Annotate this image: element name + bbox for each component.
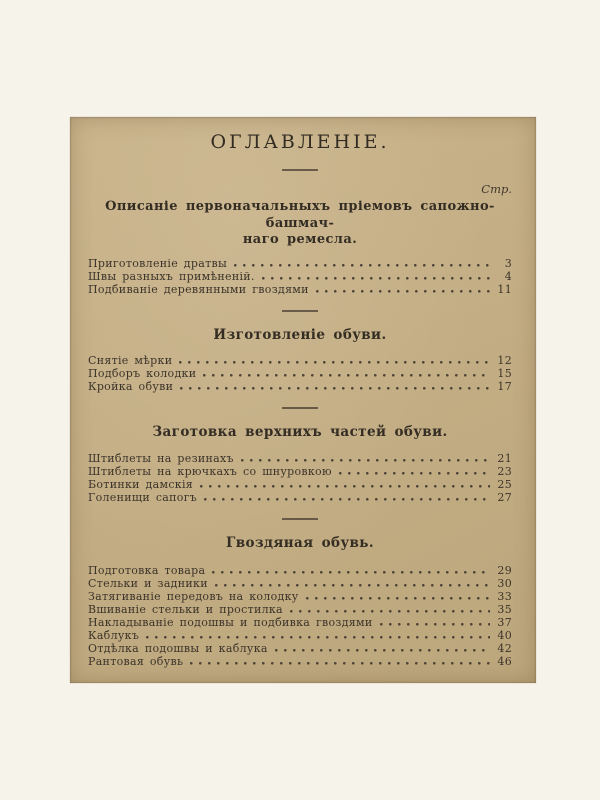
dot-leader: [262, 277, 490, 280]
toc-entry: [88, 603, 512, 616]
dot-leader: [190, 662, 490, 665]
entry-page-number: 21: [497, 451, 512, 465]
section-heading: Заготовка верхнихъ частей обуви.: [152, 424, 448, 440]
toc-entries: [88, 452, 512, 504]
entry-label: Подборъ колодки: [88, 367, 197, 380]
dot-leader: [275, 649, 490, 652]
section-heading: [88, 199, 512, 249]
entry-page-number: 33: [497, 590, 512, 603]
toc-entry: [88, 577, 512, 590]
entry-label: Стельки и задники: [88, 577, 208, 590]
section-divider: [282, 518, 318, 520]
dot-leader: [203, 374, 490, 377]
toc-entry: [88, 367, 512, 380]
toc-entry: [88, 491, 512, 504]
section-heading: Изготовленіе обуви.: [213, 326, 387, 343]
entry-page-number: 17: [497, 380, 512, 393]
section-heading-line: Описаніе первоначальныхъ пріемовъ сапожно-башмач-: [105, 199, 495, 231]
entry-label: Штиблеты на резинахъ: [88, 451, 234, 465]
dot-leader: [241, 459, 490, 462]
section-divider: [282, 407, 318, 409]
toc-entries: [88, 354, 512, 393]
dot-leader: [306, 597, 490, 600]
toc-entries: [88, 257, 512, 296]
book-page-scan: [70, 117, 536, 683]
toc-entry: [88, 380, 512, 393]
entry-label: Рантовая обувь: [88, 655, 184, 668]
entry-page-number: 23: [497, 464, 512, 478]
toc-entry: [88, 642, 512, 655]
dot-leader: [179, 361, 490, 364]
dot-leader: [339, 472, 490, 475]
section-divider: [282, 310, 318, 312]
toc-entry: [88, 270, 512, 283]
entry-page-number: 12: [497, 354, 512, 367]
title-divider: [282, 169, 318, 171]
page-number-column-header: Стр.: [481, 182, 512, 196]
toc-section: [88, 327, 512, 394]
dot-leader: [380, 623, 490, 626]
toc-entry: [88, 616, 512, 629]
section-heading: Гвоздяная обувь.: [226, 534, 374, 551]
toc-section: [88, 199, 512, 296]
entry-page-number: 27: [497, 490, 512, 504]
toc-entry: [88, 283, 512, 296]
page-title: ОГЛАВЛЕНІЕ.: [210, 131, 390, 153]
entry-label: Вшиваніе стельки и простилка: [88, 603, 283, 616]
entry-label: Подготовка товара: [88, 564, 206, 577]
toc-entry: [88, 452, 512, 465]
entry-page-number: 35: [497, 603, 512, 616]
toc-entry: [88, 257, 512, 270]
entry-page-number: 4: [504, 269, 512, 283]
dot-leader: [290, 610, 490, 613]
dot-leader: [146, 636, 490, 639]
toc-section: [88, 424, 512, 504]
entry-label: Швы разныхъ примѣненій.: [88, 269, 255, 283]
entry-label: Штиблеты на крючкахъ со шнуровкою: [88, 464, 332, 478]
entry-page-number: 11: [497, 282, 512, 296]
dot-leader: [215, 584, 490, 587]
dot-leader: [204, 498, 490, 501]
entry-page-number: 37: [497, 616, 512, 629]
entry-label: Отдѣлка подошвы и каблука: [88, 642, 268, 655]
entry-label: Затягиваніе передовъ на колодку: [88, 590, 299, 603]
section-heading-line: наго ремесла.: [242, 232, 358, 247]
toc-entry: [88, 465, 512, 478]
entry-page-number: 3: [504, 256, 512, 270]
entry-page-number: 15: [497, 367, 512, 380]
entry-page-number: 29: [497, 564, 512, 577]
entry-label: Голенищи сапогъ: [88, 490, 198, 504]
entry-label: Приготовленіе дратвы: [88, 256, 228, 270]
entry-label: Подбиваніе деревянными гвоздями: [88, 282, 309, 296]
dot-leader: [316, 290, 490, 293]
entry-page-number: 42: [497, 642, 512, 655]
toc-entry: [88, 564, 512, 577]
toc-entry: [88, 354, 512, 367]
dot-leader: [200, 485, 490, 488]
entry-page-number: 30: [497, 577, 512, 590]
entry-label: Снятіе мѣрки: [88, 354, 173, 367]
toc-entry: [88, 629, 512, 642]
entry-label: Ботинки дамскія: [88, 477, 194, 491]
toc-section: [88, 535, 512, 669]
toc-entry: [88, 590, 512, 603]
toc-entry: [88, 655, 512, 668]
entry-label: Каблукъ: [88, 629, 140, 642]
dot-leader: [212, 571, 490, 574]
dot-leader: [180, 387, 490, 390]
entry-page-number: 40: [497, 629, 512, 642]
toc-entries: [88, 564, 512, 668]
entry-label: Кройка обуви: [88, 380, 174, 393]
entry-label: Накладываніе подошвы и подбивка гвоздями: [88, 616, 373, 629]
dot-leader: [234, 264, 490, 267]
entry-page-number: 46: [497, 655, 512, 668]
toc-entry: [88, 478, 512, 491]
entry-page-number: 25: [497, 477, 512, 491]
